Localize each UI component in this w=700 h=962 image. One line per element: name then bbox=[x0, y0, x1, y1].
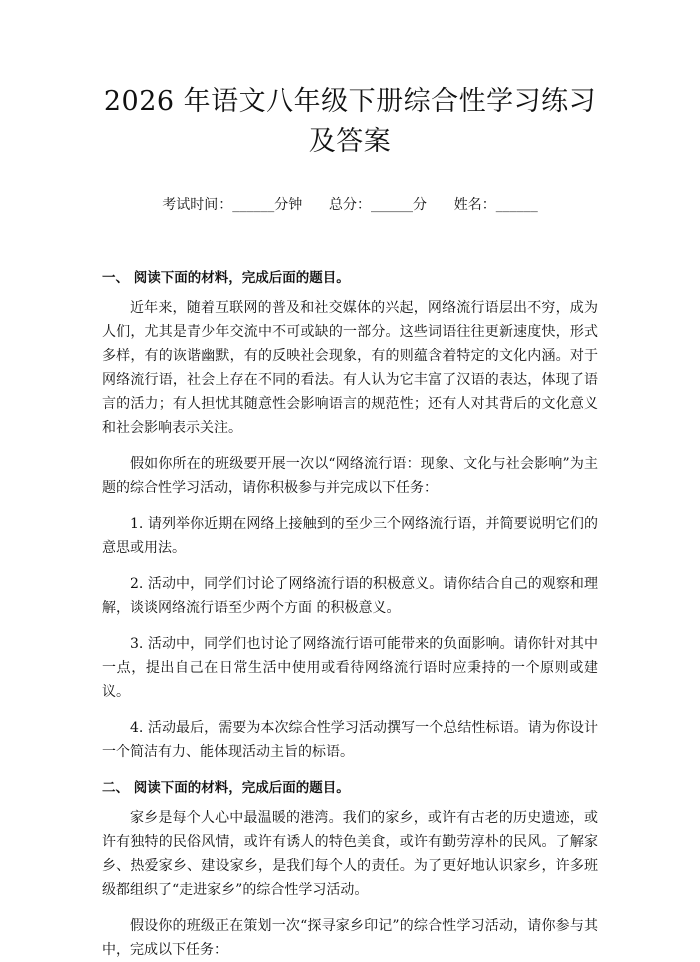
section-2-paragraph: 家乡是每个人心中最温暖的港湾。我们的家乡，或许有古老的历史遗迹，或许有独特的民俗风情，或许有诱人的特色美食，或许有勤劳淳朴的民风。了解家乡、热爱家乡、建设家乡，是我们每个人的责任。为了更好地认识家乡，许多班级都组织了“走进家乡”的综合性学习活动。 bbox=[102, 810, 598, 898]
section-2-heading: 二、 阅读下面的材料，完成后面的题目。 bbox=[102, 780, 350, 796]
section-1-heading: 一、 阅读下面的材料，完成后面的题目。 bbox=[102, 270, 350, 286]
section-1-task: 2. 活动中，同学们讨论了网络流行语的积极意义。请你结合自己的观察和理解，谈谈网络流行语至少两个方面 的积极意义。 bbox=[102, 576, 598, 616]
section-1-paragraph: 近年来，随着互联网的普及和社交媒体的兴起，网络流行语层出不穷，成为人们，尤其是青少年交流中不可或缺的一部分。这些词语往往更新速度快，形式多样，有的诙谐幽默，有的反映社会现象，有的则蕴含着特定的文化内涵。对于网络流行语，社会上存在不同的看法。有人认为它丰富了汉语的表达，体现了语言的活力；有人担忧其随意性会影响语言的规范性；还有人对其背后的文化意义和社会影响表示关注。 bbox=[102, 300, 598, 436]
exam-meta-line: 考试时间：______分钟 总分：______分 姓名：______ bbox=[162, 197, 538, 213]
section-1-task: 4. 活动最后，需要为本次综合性学习活动撰写一个总结性标语。请为你设计一个简洁有力、能体现活动主旨的标语。 bbox=[102, 720, 598, 760]
section-1-paragraph: 假如你所在的班级要开展一次以“网络流行语：现象、文化与社会影响”为主题的综合性学习活动，请你积极参与并完成以下任务： bbox=[102, 456, 598, 496]
section-1-task: 3. 活动中，同学们也讨论了网络流行语可能带来的负面影响。请你针对其中一点，提出自己在日常生活中使用或看待网络流行语时应秉持的一个原则或建议。 bbox=[102, 636, 598, 700]
section-2-paragraph: 假设你的班级正在策划一次“探寻家乡印记”的综合性学习活动，请你参与其中，完成以下任务： bbox=[102, 918, 598, 958]
page-title: 2026 年语文八年级下册综合性学习练习及答案 bbox=[103, 86, 597, 157]
section-1-task: 1. 请列举你近期在网络上接触到的至少三个网络流行语，并简要说明它们的意思或用法。 bbox=[102, 516, 598, 556]
